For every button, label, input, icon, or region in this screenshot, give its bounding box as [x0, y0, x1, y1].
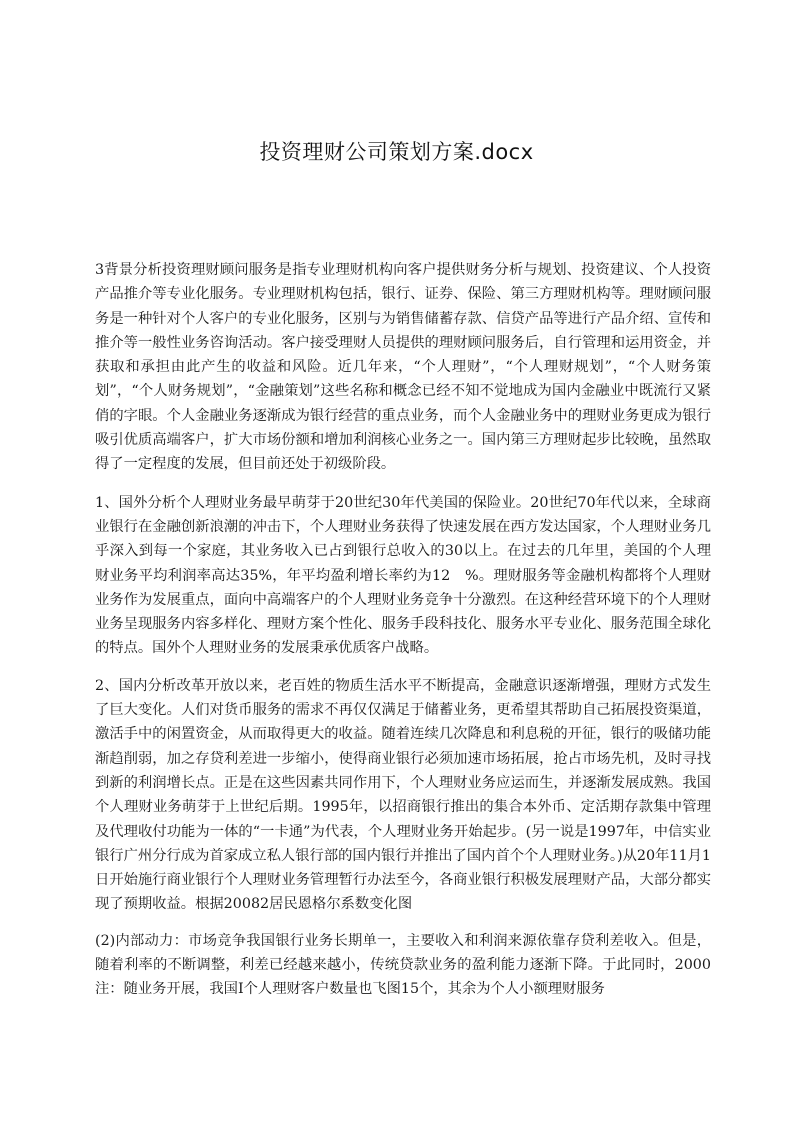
document-body [95, 258, 711, 1015]
document-title: 投资理财公司策划方案.docx [259, 140, 534, 164]
paragraph-foreign-analysis: 1、国外分析个人理财业务最早萌芽于20世纪30年代美国的保险业。20世纪70年代以来，全球商业银行在金融创新浪潮的冲击下，个人理财业务获得了快速发展在西方发达国家，个人理财业务几乎深入到每一个家庭，其业务收入已占到银行总收入的30以上。在过去的几年里，美国的个人理财业务平均利润率高达35%，年平均盈利增长率约为12 %。理财服务等金融机构都将个人理财业务作为发展重点，面向中高端客户的个人理财业务竞争十分激烈。在这种经营环境下的个人理财业务呈现服务内容多样化、理财方案个性化、服务手段科技化、服务水平专业化、服务范围全球化的特点。国外个人理财业务的发展秉承优质客户战略。 [95, 494, 711, 657]
paragraph-background-analysis: 3背景分析投资理财顾问服务是指专业理财机构向客户提供财务分析与规划、投资建议、个人投资产品推介等专业化服务。专业理财机构包括，银行、证券、保险、第三方理财机构等。理财顾问服务是一种针对个人客户的专业化服务，区别与为销售储蓄存款、信贷产品等进行产品介绍、宣传和推介等一般性业务咨询活动。客户接受理财人员提供的理财顾问服务后，自行管理和运用资金，并获取和承担由此产生的收益和风险。近几年来，“个人理财”，“个人理财规划”，“个人财务策划”，“个人财务规划”，“金融策划”这些名称和概念已经不知不觉地成为国内金融业中既流行又紧俏的字眼。个人金融业务逐渐成为银行经营的重点业务，而个人金融业务中的理财业务更成为银行吸引优质高端客户，扩大市场份额和增加利润核心业务之一。国内第三方理财起步比较晚，虽然取得了一定程度的发展，但目前还处于初级阶段。 [95, 262, 711, 473]
paragraph-internal-drivers: (2)内部动力：市场竞争我国银行业务长期单一，主要收入和利润来源依靠存贷利差收入。但是，随着利率的不断调整，利差已经越来越小，传统贷款业务的盈利能力逐渐下降。于此同时，2000注：随业务开展，我国I个人理财客户数量也飞图15个，其余为个人小额理财服务 [95, 932, 711, 998]
paragraph-domestic-analysis: 2、国内分析改革开放以来，老百姓的物质生活水平不断提高，金融意识逐渐增强，理财方式发生了巨大变化。人们对货币服务的需求不再仅仅满足于储蓄业务，更希望其帮助自己拓展投资渠道，激活手中的闲置资金，从而取得更大的收益。随着连续几次降息和利息税的开征，银行的吸储功能渐趋削弱，加之存贷利差进一步缩小，使得商业银行必须加速市场拓展，抢占市场先机，及时寻找到新的利润增长点。正是在这些因素共同作用下，个人理财业务应运而生，并逐渐发展成熟。我国个人理财业务萌芽于上世纪后期。1995年，以招商银行推出的集合本外币、定活期存款集中管理及代理收付功能为一体的“一卡通”为代表，个人理财业务开始起步。(另一说是1997年，中信实业银行广州分行成为首家成立私人银行部的国内银行并推出了国内首个个人理财业务。)从20年11月1日开始施行商业银行个人理财业务管理暂行办法至今，各商业银行积极发展理财产品，大部分都实现了预期收益。根据20082居民恩格尔系数变化图 [95, 677, 711, 913]
